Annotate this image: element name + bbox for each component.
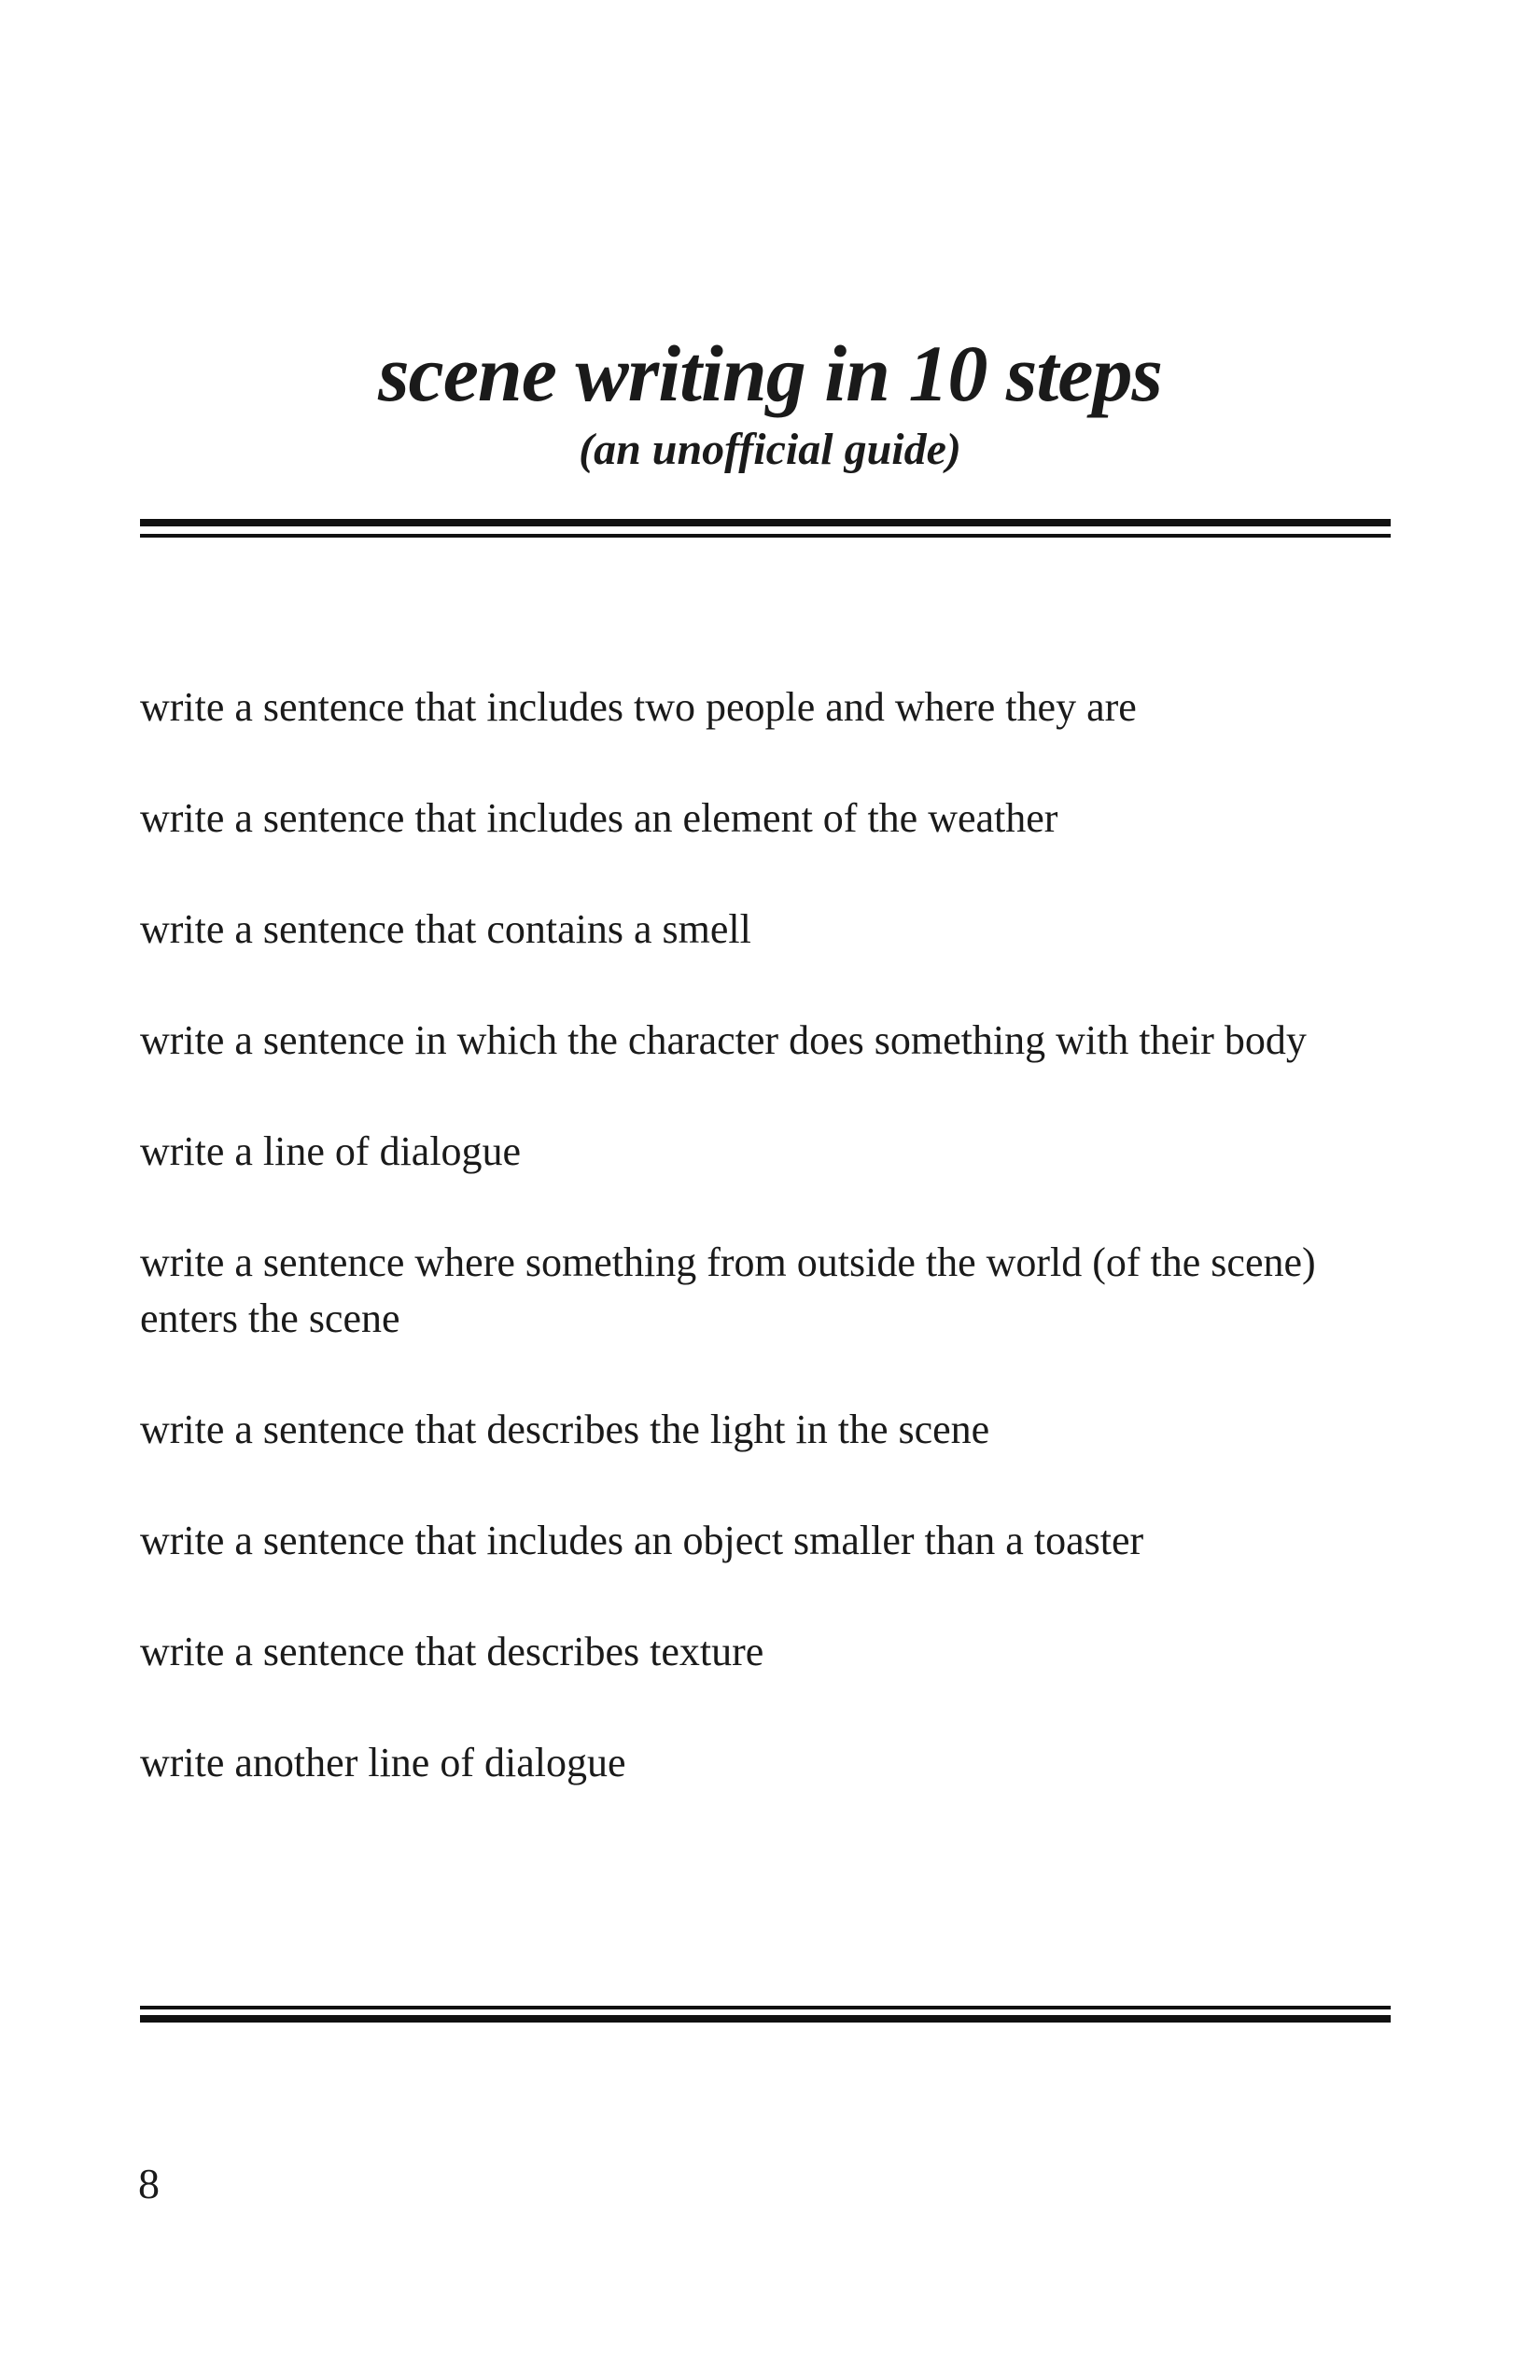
step-item: write a sentence where something from outside the world (of the scene) enters the scene — [140, 1239, 1316, 1341]
step-item: write a sentence that describes texture — [140, 1629, 764, 1674]
step-item: write a sentence that includes two people and where they are — [140, 684, 1137, 730]
page-number: 8 — [138, 2160, 160, 2207]
bottom-divider-thick — [140, 2015, 1391, 2023]
top-divider-thin — [140, 534, 1391, 538]
step-item: write a sentence that includes an object smaller than a toaster — [140, 1518, 1144, 1563]
step-item: write another line of dialogue — [140, 1740, 626, 1785]
step-item: write a line of dialogue — [140, 1128, 522, 1174]
top-divider-thick — [140, 519, 1391, 526]
page-title: scene writing in 10 steps — [378, 329, 1162, 418]
step-item: write a sentence in which the character does something with their body — [140, 1017, 1307, 1063]
step-item: write a sentence that includes an element of the weather — [140, 795, 1058, 841]
page-subtitle: (an unofficial guide) — [579, 425, 961, 474]
step-item: write a sentence that describes the light in the scene — [140, 1407, 990, 1452]
bottom-divider-thin — [140, 2006, 1391, 2009]
steps-list — [140, 679, 1381, 1846]
step-item: write a sentence that contains a smell — [140, 906, 751, 952]
